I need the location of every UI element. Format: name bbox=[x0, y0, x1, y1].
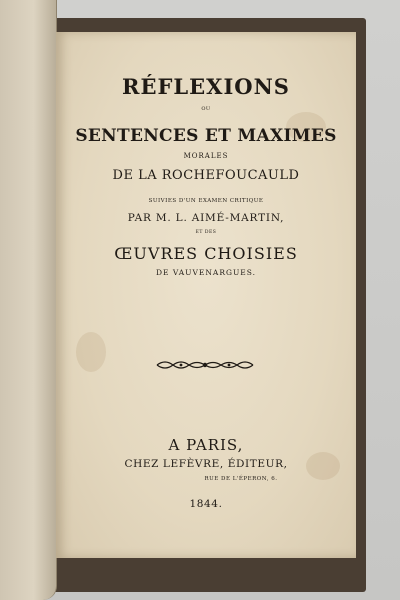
followed-by-text: SUIVIES D'UN EXAMEN CRITIQUE bbox=[148, 198, 264, 204]
second-work-title: ŒUVRES CHOISIES bbox=[114, 244, 298, 263]
publisher-name: CHEZ LEFÈVRE, ÉDITEUR, bbox=[124, 458, 288, 470]
book-subtitle-2: MORALES bbox=[183, 152, 229, 160]
left-facing-page bbox=[0, 0, 57, 600]
publisher-address: RUE DE L'ÉPERON, 6. bbox=[204, 476, 278, 482]
and-the-text: ET DES bbox=[195, 230, 217, 235]
second-author-name: DE VAUVENARGUES. bbox=[155, 268, 257, 277]
book-subtitle: SENTENCES ET MAXIMES bbox=[75, 126, 337, 146]
critic-name: PAR M. L. AIMÉ-MARTIN, bbox=[127, 212, 285, 224]
title-page bbox=[56, 32, 356, 558]
conjunction-ou: OU bbox=[201, 106, 211, 112]
book-title: RÉFLEXIONS bbox=[122, 74, 290, 99]
foxing-stain bbox=[76, 332, 106, 372]
publication-city: A PARIS, bbox=[168, 436, 244, 454]
author-name: DE LA ROCHEFOUCAULD bbox=[112, 168, 300, 183]
decorative-scroll-ornament-icon bbox=[155, 358, 255, 372]
publication-year: 1844. bbox=[189, 498, 223, 510]
